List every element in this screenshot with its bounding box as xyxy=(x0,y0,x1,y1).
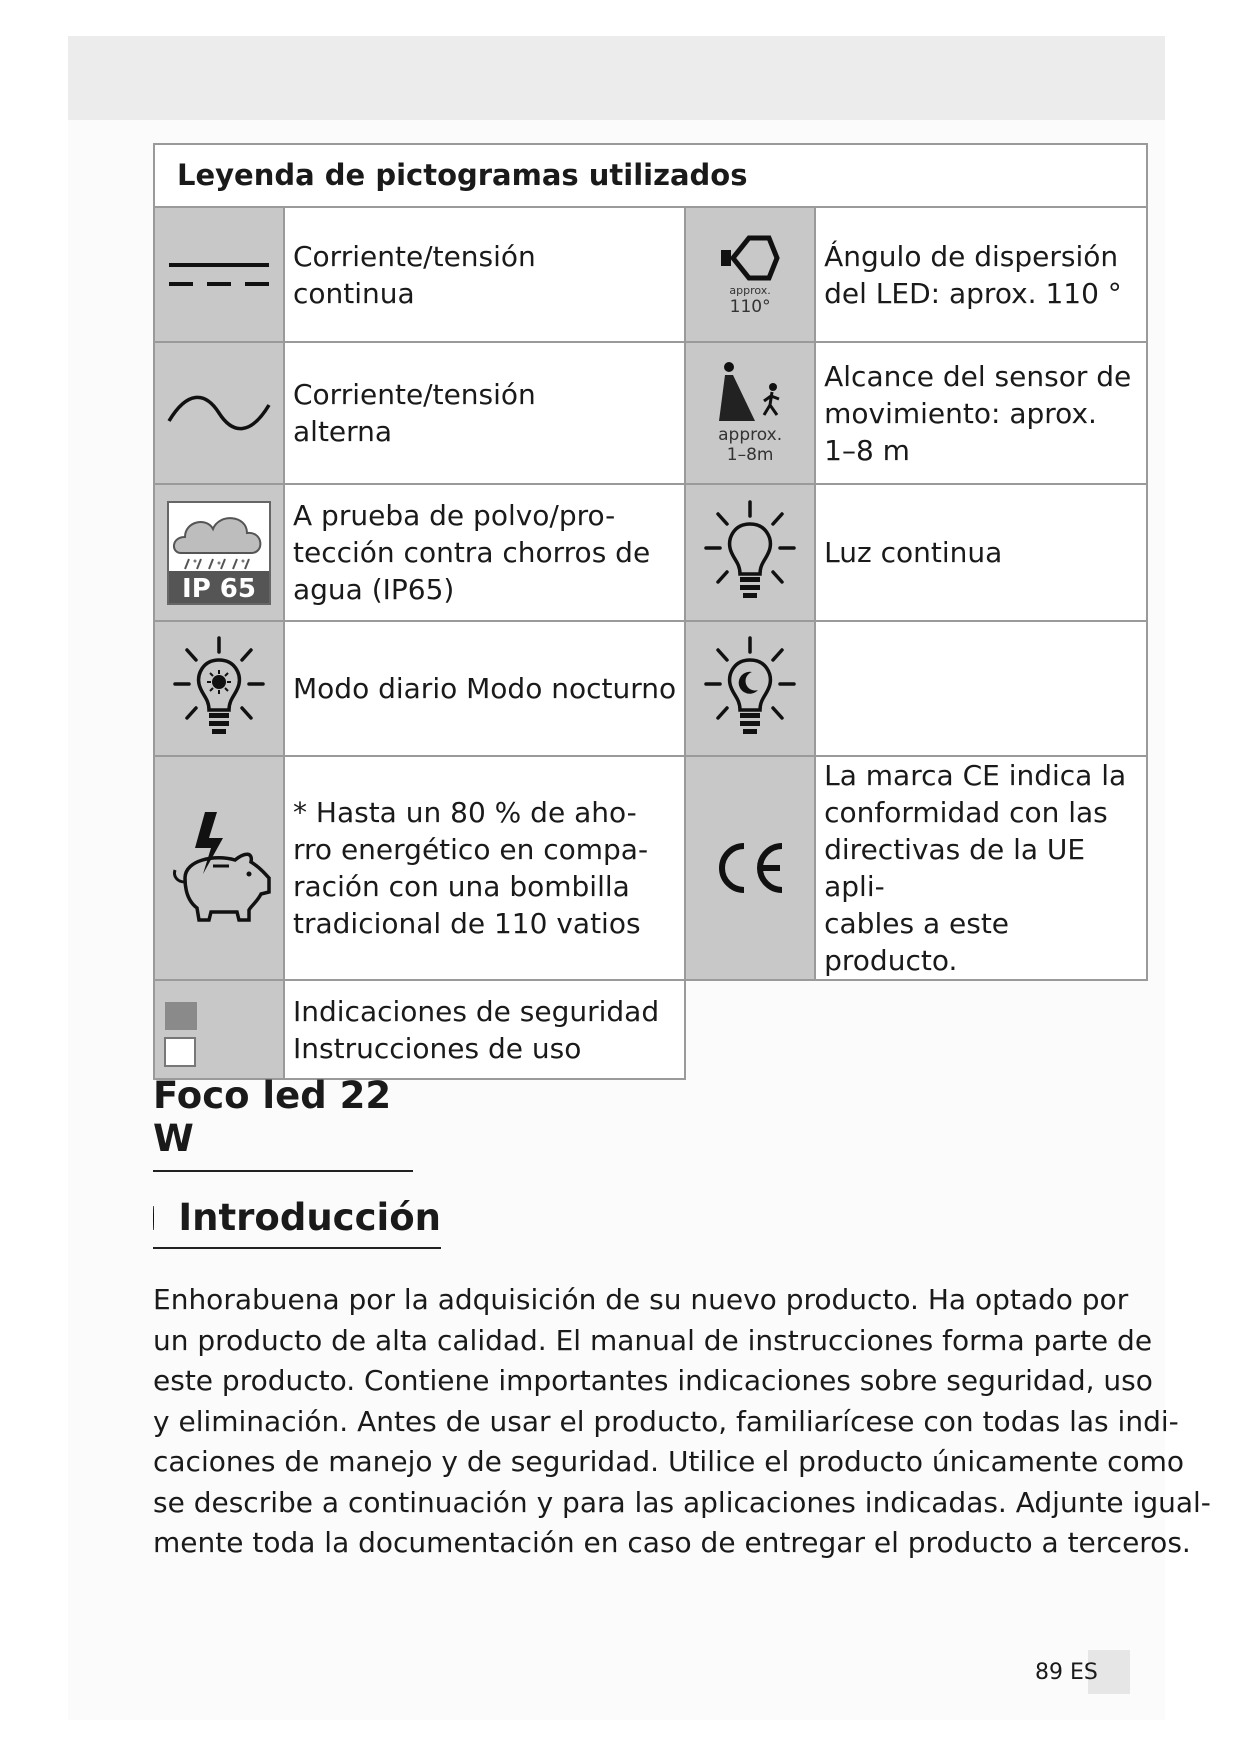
legend-row xyxy=(154,342,1147,484)
legend-row xyxy=(154,207,1147,342)
section-title: Introducción xyxy=(178,1196,441,1239)
header-band xyxy=(68,36,1165,120)
legend-text: La marca CE indica la conformidad con las directivas de la UE apli- cables a este producto. xyxy=(815,756,1147,980)
legend-row xyxy=(154,980,1147,1079)
section-heading xyxy=(153,1196,441,1249)
intro-paragraph: Enhorabuena por la adquisición de su nuevo producto. Ha optado por un producto de alta calidad. El manual de instrucciones forma parte de este producto. Contiene importantes indicaciones sobre seguridad, uso y eliminación. Antes de usar el producto, familiarícese con todas las indi- caciones de manejo y de seguridad. Utilice el producto únicamente como se describe a continuación y para las aplicaciones indicadas. Adjunte igual- mente toda la documentación en caso de entregar el producto a terceros. xyxy=(153,1283,1211,1559)
light-bulb-icon xyxy=(685,484,815,621)
day-mode-bulb-icon xyxy=(154,621,284,756)
legend-text: Alcance del sensor de movimiento: aprox. 1–8 m xyxy=(815,342,1147,484)
legend-text: Modo diario Modo nocturno xyxy=(284,621,685,756)
ac-current-icon xyxy=(154,342,284,484)
legend-text: Ángulo de dispersión del LED: aprox. 110 ° xyxy=(815,207,1147,342)
legend-text: * Hasta un 80 % de aho- rro energético en compa- ración con una bombilla tradicional de 110 vatios xyxy=(284,756,685,980)
ce-mark-icon xyxy=(685,756,815,980)
page-number: 89 ES xyxy=(1035,1659,1098,1685)
safety-instructions-icon xyxy=(154,980,284,1079)
beam-angle-icon: approx. 110° xyxy=(685,207,815,342)
legend-text: Luz continua xyxy=(815,484,1147,621)
legend-row xyxy=(154,756,1147,980)
night-mode-bulb-icon xyxy=(685,621,815,756)
ip65-icon xyxy=(154,484,284,621)
product-title: Foco led 22 W xyxy=(153,1074,413,1172)
legend-title: Leyenda de pictogramas utilizados xyxy=(154,144,1147,207)
dc-current-icon xyxy=(154,207,284,342)
legend-row xyxy=(154,484,1147,621)
motion-sensor-icon: approx. 1–8m xyxy=(685,342,815,484)
legend-row xyxy=(154,621,1147,756)
pictogram-legend-table xyxy=(153,143,1148,1080)
svg-text:IP 65: IP 65 xyxy=(182,573,256,604)
legend-text-empty xyxy=(815,621,1147,756)
energy-saving-piggy-icon xyxy=(154,756,284,980)
legend-text: Indicaciones de seguridad Instrucciones de uso xyxy=(284,980,685,1079)
legend-text: Corriente/tensión continua xyxy=(284,207,685,342)
legend-text: A prueba de polvo/pro- tección contra chorros de agua (IP65) xyxy=(284,484,685,621)
legend-text: Corriente/tensión alterna xyxy=(284,342,685,484)
page-footer xyxy=(1035,1650,1130,1694)
